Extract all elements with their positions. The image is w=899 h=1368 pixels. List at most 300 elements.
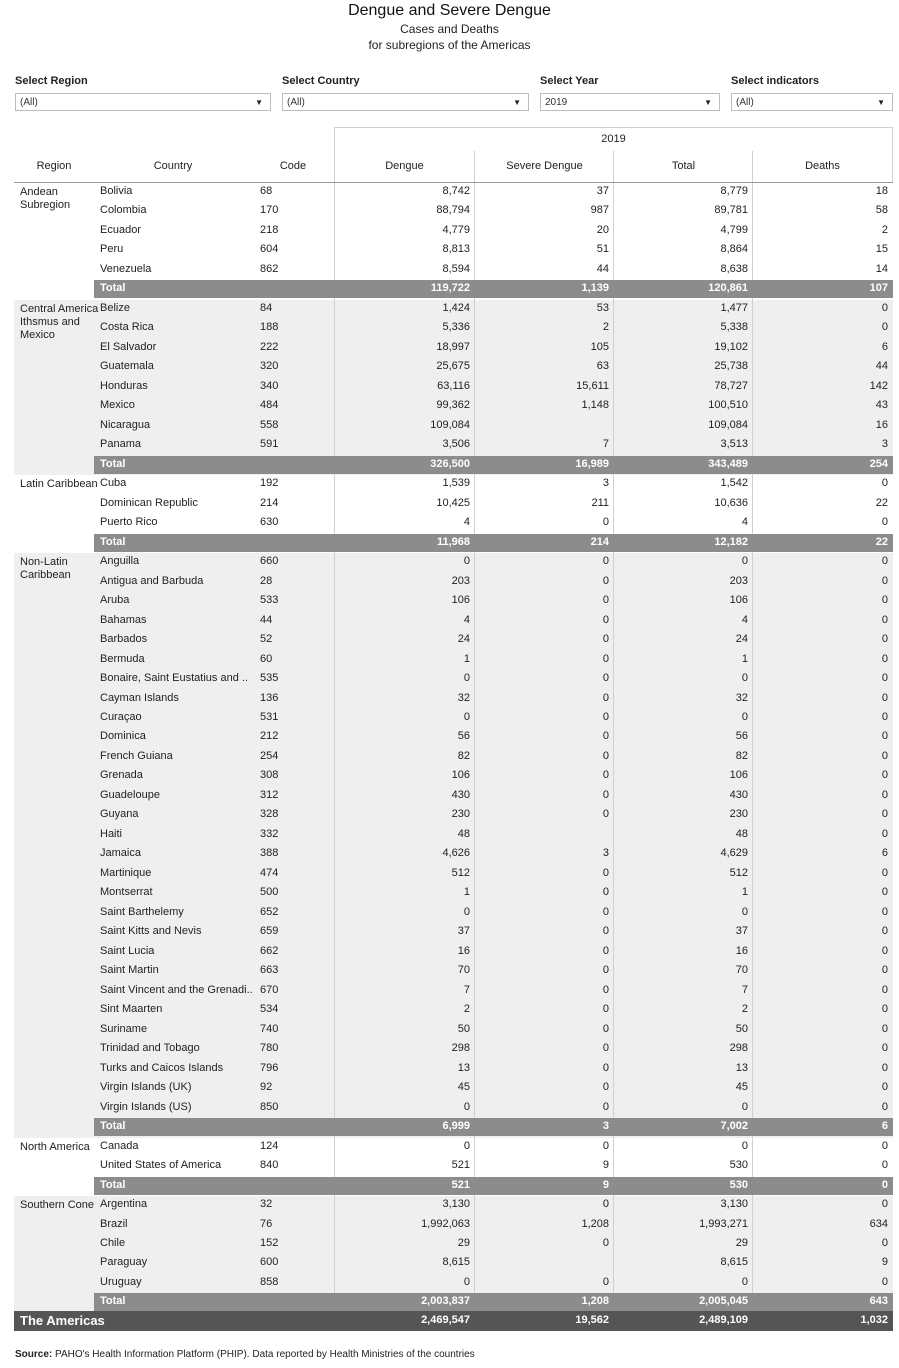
total-cases: 29 [735,1237,748,1249]
filter-indicators [731,75,893,111]
country-name: Colombia [100,204,147,217]
dengue-cases: 230 [451,808,470,821]
dengue-cases: 50 [457,1022,470,1035]
total-cases: 8,638 [720,262,748,275]
dengue-cases: 4,779 [442,223,470,236]
severe-dengue-cases: 0 [602,925,609,938]
deaths: 0 [881,574,888,587]
total-cases: 7 [741,983,748,996]
deaths: 44 [875,360,888,373]
table-row[interactable] [14,884,893,904]
country-name: Jamaica [100,847,141,860]
country-name: Trinidad and Tobago [100,1042,200,1055]
total-cases: 5,338 [720,321,748,334]
total-cases: 70 [735,964,748,977]
total-cases: 230 [729,808,748,821]
country-code: 591 [260,438,279,451]
country-code: 152 [260,1237,279,1249]
table-row[interactable] [14,1040,893,1060]
country-name: Saint Martin [100,964,159,977]
severe-dengue-cases: 0 [602,1003,609,1016]
filter-country [282,75,529,111]
severe-dengue-cases: 1,148 [581,399,609,412]
country-name: Aruba [100,594,130,607]
country-name: Guatemala [100,360,154,373]
country-code: 92 [260,1081,273,1094]
dengue-cases: 1,424 [442,301,470,314]
table-row[interactable] [14,865,893,885]
table-row[interactable] [14,1138,893,1158]
filter-year [540,75,720,111]
dengue-cases: 7 [463,983,470,996]
table-row[interactable] [14,378,893,398]
total-label: Total [100,282,126,295]
table-row[interactable] [14,612,893,632]
table-row[interactable] [14,241,893,261]
country-code: 212 [260,730,279,743]
country-code: 312 [260,788,279,801]
table-row[interactable] [14,222,893,242]
country-code: 170 [260,204,279,217]
total-cases: 0 [741,672,748,685]
total-cases: 298 [729,1042,748,1055]
table-row[interactable] [14,202,893,222]
total-deaths: 0 [881,1178,888,1191]
region-name: Non-Latin Caribbean [20,556,71,582]
country-name: Argentina [100,1198,148,1211]
total-dengue: 6,999 [442,1120,470,1133]
total-cases: 13 [735,1061,748,1074]
table-row[interactable] [14,1060,893,1080]
total-cases: 2,005,045 [699,1295,748,1308]
filter-year-label: Select Year [540,75,599,87]
dengue-cases: 99,362 [436,399,470,412]
grand-total-label: The Americas [20,1313,105,1328]
total-cases: 25,738 [714,360,748,373]
deaths: 0 [881,944,888,957]
deaths: 0 [881,983,888,996]
deaths: 0 [881,925,888,938]
table-row[interactable] [14,1157,893,1177]
total-cases: 0 [741,711,748,723]
table-row[interactable] [14,1235,893,1255]
table-row[interactable] [14,183,893,203]
deaths: 0 [881,730,888,743]
total-cases: 50 [735,1022,748,1035]
total-cases: 430 [729,788,748,801]
severe-dengue-cases: 0 [602,1100,609,1113]
country-code: 850 [260,1100,279,1113]
deaths: 0 [881,808,888,821]
year-select[interactable] [540,93,720,111]
col-header-region[interactable]: Region [36,160,72,172]
total-cases: 3,130 [720,1198,748,1211]
dengue-cases: 1 [463,652,470,665]
table-row[interactable] [14,417,893,437]
dengue-cases: 0 [463,1100,470,1113]
region-total-row [94,280,893,298]
total-cases: 12,182 [714,535,748,548]
deaths: 0 [881,477,888,490]
dengue-cases: 0 [463,1275,470,1288]
indicators-select-value: (All) [736,97,754,108]
grand-total-dengue: 2,469,547 [421,1314,470,1326]
chevron-down-icon[interactable]: ▼ [877,98,885,107]
country-code: 796 [260,1061,279,1074]
country-code: 662 [260,944,279,957]
country-code: 484 [260,399,279,412]
total-cases: 0 [741,1139,748,1152]
dengue-cases: 63,116 [437,379,470,392]
table-row[interactable] [14,1001,893,1021]
dengue-cases: 3,130 [442,1198,470,1211]
country-name: Dominican Republic [100,496,198,509]
dengue-cases: 4 [463,516,470,529]
table-row[interactable] [14,767,893,787]
severe-dengue-cases: 44 [596,262,609,275]
chevron-down-icon[interactable]: ▼ [704,98,712,107]
country-code: 670 [260,983,279,996]
chevron-down-icon[interactable]: ▼ [513,98,521,107]
severe-dengue-cases: 0 [602,672,609,685]
dengue-cases: 18,997 [436,340,470,353]
deaths: 0 [881,633,888,646]
table-row[interactable] [14,514,893,534]
table-row[interactable] [14,300,893,320]
total-cases: 78,727 [714,379,748,392]
total-dengue: 521 [451,1178,470,1191]
region-group [14,1196,893,1313]
severe-dengue-cases: 0 [602,730,609,743]
severe-dengue-cases: 0 [602,1061,609,1074]
total-cases: 530 [729,1159,748,1172]
country-name: Barbados [100,633,148,646]
deaths: 142 [869,379,888,392]
table-row[interactable] [14,592,893,612]
severe-dengue-cases: 105 [590,340,609,353]
severe-dengue-cases: 0 [602,866,609,879]
total-cases: 32 [735,691,748,704]
region-group [14,553,893,1137]
col-header-country[interactable]: Country [153,160,193,172]
country-name: Turks and Caicos Islands [100,1061,224,1074]
severe-dengue-cases: 9 [602,1159,609,1172]
table-row[interactable] [14,573,893,593]
country-name: Saint Lucia [100,944,155,957]
deaths: 6 [881,847,888,860]
country-code: 68 [260,185,273,197]
total-cases: 4,799 [720,223,748,236]
country-name: Guadeloupe [100,788,160,801]
col-header-deaths[interactable]: Deaths [752,151,893,182]
region-total-row [94,1177,893,1195]
deaths: 0 [881,964,888,977]
grand-total-severe: 19,562 [575,1314,609,1326]
country-code: 76 [260,1217,273,1230]
table-row[interactable] [14,923,893,943]
deaths: 0 [881,866,888,879]
table-row[interactable] [14,397,893,417]
table-row[interactable] [14,826,893,846]
country-code: 604 [260,243,279,256]
country-name: Bolivia [100,185,133,197]
severe-dengue-cases: 0 [602,944,609,957]
table-row[interactable] [14,709,893,729]
dengue-cases: 32 [457,691,470,704]
total-cases: 0 [741,555,748,568]
deaths: 0 [881,886,888,899]
severe-dengue-cases: 53 [596,301,609,314]
country-name: Suriname [100,1022,148,1035]
country-name: Virgin Islands (US) [100,1100,192,1113]
indicators-select[interactable] [731,93,893,111]
dengue-cases: 8,615 [442,1256,470,1269]
country-code: 320 [260,360,279,373]
table-row[interactable] [14,728,893,748]
region-name: North America [20,1140,90,1153]
table-row[interactable] [14,670,893,690]
total-deaths: 643 [869,1295,888,1308]
deaths: 43 [875,399,888,412]
total-label: Total [100,457,126,470]
country-name: Cuba [100,477,127,490]
country-name: Costa Rica [100,321,154,334]
country-name: Nicaragua [100,418,151,431]
col-header-dengue[interactable]: Dengue [334,151,474,182]
country-code: 44 [260,613,273,626]
severe-dengue-cases: 63 [596,360,609,373]
col-header-severe-dengue[interactable]: Severe Dengue [474,151,614,182]
severe-dengue-cases: 211 [591,496,609,509]
dengue-cases: 45 [457,1081,470,1094]
table-row[interactable] [14,962,893,982]
region-group [14,300,893,475]
deaths: 0 [881,613,888,626]
deaths: 634 [869,1217,888,1230]
deaths: 0 [881,672,888,685]
country-code: 218 [260,223,279,236]
table-row[interactable] [14,943,893,963]
table-row[interactable] [14,904,893,924]
table-row[interactable] [14,495,893,515]
country-name: Puerto Rico [100,516,158,529]
country-code: 858 [260,1275,279,1288]
col-header-total[interactable]: Total [613,151,753,182]
total-label: Total [100,1120,126,1133]
region-total-row [94,456,893,474]
country-code: 60 [260,652,273,665]
region-group [14,1138,893,1196]
deaths: 0 [881,1042,888,1055]
table-row[interactable] [14,690,893,710]
table-row[interactable] [14,806,893,826]
severe-dengue-cases: 7 [602,438,609,451]
total-deaths: 254 [869,457,888,470]
dengue-cases: 203 [451,574,470,587]
country-code: 188 [260,321,279,334]
year-select-value: 2019 [545,97,568,108]
severe-dengue-cases: 0 [602,1042,609,1055]
dengue-cases: 0 [463,672,470,685]
table-row[interactable] [14,261,893,281]
total-deaths: 107 [869,282,888,295]
severe-dengue-cases: 0 [602,555,609,568]
dengue-cases: 298 [451,1042,470,1055]
country-name: Cayman Islands [100,691,179,704]
deaths: 0 [881,711,888,723]
severe-dengue-cases: 0 [602,1198,609,1211]
region-total-row [94,1118,893,1136]
deaths: 0 [881,1081,888,1094]
region-total-row [94,534,893,552]
total-cases: 89,781 [714,204,748,217]
severe-dengue-cases: 0 [602,749,609,762]
table-row[interactable] [14,651,893,671]
total-dengue: 2,003,837 [421,1295,470,1308]
deaths: 0 [881,301,888,314]
severe-dengue-cases: 0 [602,613,609,626]
dengue-cases: 1 [463,886,470,899]
dengue-cases: 25,675 [436,360,470,373]
deaths: 58 [875,204,888,217]
total-cases: 512 [729,866,748,879]
country-code: 308 [260,769,279,782]
country-name: Sint Maarten [100,1003,163,1016]
country-name: Venezuela [100,262,152,275]
country-name: Bermuda [100,652,145,665]
severe-dengue-cases: 37 [596,185,609,197]
table-row[interactable] [14,631,893,651]
table-row[interactable] [14,339,893,359]
table-row[interactable] [14,1254,893,1274]
table-row[interactable] [14,358,893,378]
severe-dengue-cases: 0 [602,516,609,529]
country-name: Canada [100,1139,139,1152]
country-code: 660 [260,555,279,568]
table-row[interactable] [14,1274,893,1294]
table-row[interactable] [14,1216,893,1236]
country-select[interactable] [282,93,529,111]
table-row[interactable] [14,1079,893,1099]
table-row[interactable] [14,436,893,456]
table-row[interactable] [14,475,893,495]
total-label: Total [100,535,126,548]
deaths: 0 [881,1061,888,1074]
country-name: Panama [100,438,141,451]
country-name: Honduras [100,379,148,392]
table-row[interactable] [14,553,893,573]
deaths: 16 [875,418,888,431]
table-row[interactable] [14,787,893,807]
deaths: 9 [881,1256,888,1269]
table-row[interactable] [14,845,893,865]
country-code: 328 [260,808,279,821]
total-cases: 56 [735,730,748,743]
dengue-cases: 109,084 [430,418,470,431]
country-name: Martinique [100,866,152,879]
severe-dengue-cases: 20 [596,223,609,236]
country-name: Anguilla [100,555,140,568]
country-code: 474 [260,866,279,879]
country-code: 340 [260,379,279,392]
deaths: 0 [881,1022,888,1035]
page-subtitle-2: for subregions of the Americas [368,38,531,52]
total-cases: 100,510 [708,399,748,412]
country-code: 124 [260,1139,279,1152]
total-cases: 4 [741,613,748,626]
total-cases: 82 [735,749,748,762]
deaths: 0 [881,652,888,665]
chevron-down-icon[interactable]: ▼ [255,98,263,107]
country-code: 388 [260,847,279,860]
total-cases: 7,002 [720,1120,748,1133]
severe-dengue-cases: 0 [602,788,609,801]
region-name: Central America Ithsmus and Mexico [20,302,99,341]
region-select[interactable] [15,93,271,111]
page-title: Dengue and Severe Dengue [348,2,551,19]
dengue-cases: 5,336 [442,321,470,334]
deaths: 0 [881,827,888,840]
country-code: 192 [260,477,279,490]
country-code: 84 [260,301,273,314]
severe-dengue-cases: 0 [602,1237,609,1249]
country-code: 222 [260,340,279,353]
table-row[interactable] [14,748,893,768]
col-header-code[interactable]: Code [279,160,307,172]
country-name: Virgin Islands (UK) [100,1081,192,1094]
dengue-cases: 106 [451,594,470,607]
deaths: 2 [881,223,888,236]
table-row[interactable] [14,1021,893,1041]
severe-dengue-cases: 0 [602,905,609,918]
severe-dengue-cases: 2 [602,321,609,334]
country-name: Dominica [100,730,146,743]
deaths: 0 [881,749,888,762]
dengue-cases: 430 [451,788,470,801]
total-cases: 1,993,271 [699,1217,748,1230]
deaths: 0 [881,1198,888,1211]
country-code: 780 [260,1042,279,1055]
dengue-cases: 0 [463,555,470,568]
country-name: Curaçao [100,711,142,723]
country-name: Belize [100,301,130,314]
country-name: El Salvador [100,340,157,353]
deaths: 0 [881,905,888,918]
page-subtitle: Cases and Deaths [400,22,499,36]
country-code: 533 [260,594,279,607]
table-row[interactable] [14,1196,893,1216]
dengue-cases: 521 [451,1159,470,1172]
dengue-cases: 4 [463,613,470,626]
country-code: 531 [260,711,279,723]
country-code: 332 [260,827,279,840]
table-row[interactable] [14,1099,893,1119]
severe-dengue-cases: 0 [602,808,609,821]
source-note [15,1349,475,1360]
country-name: Haiti [100,827,123,840]
country-name: Bonaire, Saint Eustatius and .. [100,672,248,685]
table-row[interactable] [14,982,893,1002]
country-code: 214 [260,496,279,509]
table-row[interactable] [14,319,893,339]
total-cases: 0 [741,1100,748,1113]
total-severe-dengue: 16,989 [575,457,609,470]
total-cases: 10,636 [714,496,748,509]
filter-country-label: Select Country [282,75,360,87]
severe-dengue-cases: 0 [602,711,609,723]
country-name: Peru [100,243,124,256]
dengue-cases: 3,506 [442,438,470,451]
